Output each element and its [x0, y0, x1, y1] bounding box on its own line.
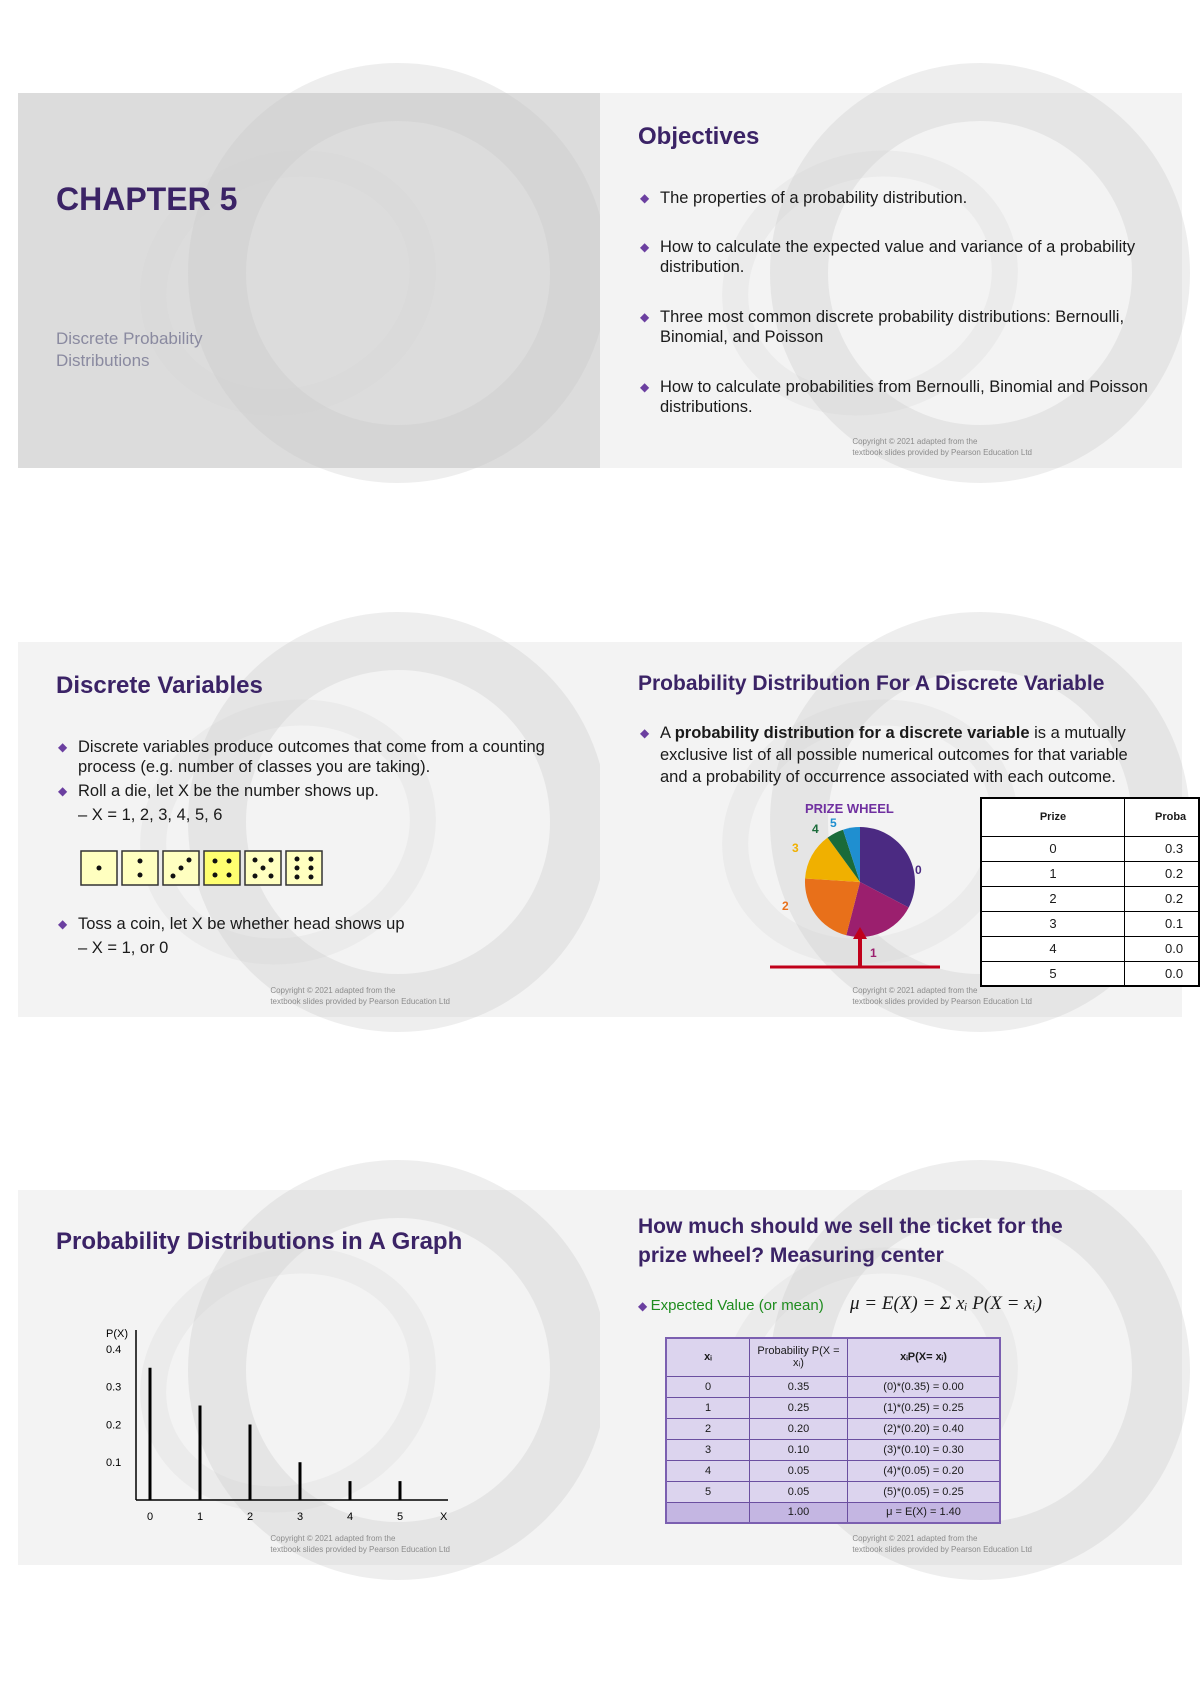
table-row	[666, 1418, 1000, 1439]
dice-row	[80, 850, 323, 886]
prize-wheel-chart	[770, 817, 940, 982]
bullet-text: is a mutually exclusive list of all possible numerical outcomes for that variable and a probability of occurrence associated with each outcome.	[660, 724, 1128, 786]
sub-item: – X = 1, 2, 3, 4, 5, 6	[78, 806, 223, 824]
subtitle-line: Distributions	[56, 351, 150, 370]
table-header-cell: Proba	[1125, 798, 1200, 836]
diamond-bullet-icon: ◆	[640, 310, 650, 324]
die-face-2-icon	[121, 850, 159, 886]
y-tick-label: 0.2	[106, 1419, 122, 1432]
table-header-cell: xᵢ	[666, 1338, 750, 1376]
table-header-cell: Prize	[981, 798, 1125, 836]
table-row	[666, 1481, 1000, 1502]
objectives-list	[638, 188, 1148, 417]
list-item	[56, 737, 566, 777]
prize-wheel-label: PRIZE WHEEL	[805, 801, 894, 816]
table-cell: 0.0	[1125, 936, 1200, 961]
table-cell: 2	[666, 1418, 750, 1439]
footer-line: Copyright © 2021 adapted from the	[270, 1534, 396, 1543]
slide-title: Probability Distribution For A Discrete Variable	[638, 672, 1105, 695]
wheel-number: 1	[870, 946, 877, 960]
table-cell: 0	[981, 836, 1125, 861]
table-cell: 0.3	[1125, 836, 1200, 861]
diamond-bullet-icon: ◆	[640, 380, 650, 394]
table-cell	[666, 1502, 750, 1523]
list-item	[638, 307, 1148, 347]
footer-line: Copyright © 2021 adapted from the	[852, 986, 978, 995]
table-cell: 0.2	[1125, 861, 1200, 886]
x-tick-label: 2	[247, 1511, 254, 1523]
bullet-bold-text: probability distribution for a discrete variable	[674, 724, 1030, 742]
table-cell: 1	[666, 1397, 750, 1418]
title-line: prize wheel? Measuring center	[638, 1244, 944, 1267]
table-row	[981, 911, 1199, 936]
table-row	[666, 1460, 1000, 1481]
table-cell: 0.35	[750, 1376, 848, 1397]
copyright-footer	[852, 985, 1032, 1007]
table-cell: 0.2	[1125, 886, 1200, 911]
bullet-list	[56, 914, 566, 958]
table-cell: 3	[666, 1439, 750, 1460]
copyright-footer	[852, 436, 1032, 458]
table-total-row	[666, 1502, 1000, 1523]
y-axis-label: P(X)	[106, 1328, 128, 1340]
x-tick-label: 4	[347, 1511, 354, 1523]
copyright-footer	[852, 1533, 1032, 1555]
expected-value-bullet	[638, 1297, 824, 1314]
table-cell: (1)*(0.25) = 0.25	[848, 1397, 1001, 1418]
wheel-number: 5	[830, 816, 837, 830]
expected-value-formula: μ = E(X) = Σ xᵢ P(X = xᵢ)	[850, 1293, 1042, 1314]
table-cell: 1	[981, 861, 1125, 886]
table-cell: 0.05	[750, 1460, 848, 1481]
bullet-text: Expected Value (or mean)	[650, 1297, 824, 1314]
copyright-footer	[270, 985, 450, 1007]
bullet-text: Discrete variables produce outcomes that come from a counting process (e.g. number of classes you are taking).	[78, 738, 545, 776]
slide-title: Probability Distributions in A Graph	[56, 1228, 463, 1255]
table-row	[981, 961, 1199, 986]
diamond-bullet-icon: ◆	[58, 784, 68, 798]
x-tick-label: 0	[147, 1511, 154, 1523]
probability-bar-chart	[68, 1320, 468, 1530]
die-face-1-icon	[80, 850, 118, 886]
slide-chapter-title	[18, 93, 600, 468]
footer-line: textbook slides provided by Pearson Education Ltd	[852, 448, 1032, 457]
diamond-bullet-icon: ◆	[640, 191, 650, 205]
copyright-footer	[270, 1533, 450, 1555]
bullet-text: Toss a coin, let X be whether head shows up	[78, 915, 405, 933]
slide-discrete-variables	[18, 642, 600, 1017]
diamond-bullet-icon: ◆	[58, 740, 68, 754]
table-cell: 0.1	[1125, 911, 1200, 936]
wheel-number: 4	[812, 822, 819, 836]
diamond-bullet-icon: ◆	[640, 726, 650, 740]
table-cell: 0.20	[750, 1418, 848, 1439]
bullet-list	[638, 722, 1153, 788]
table-row	[666, 1397, 1000, 1418]
bullet-text: A	[660, 724, 675, 742]
prize-probability-table	[980, 797, 1200, 987]
bullet-text: Roll a die, let X be the number shows up.	[78, 782, 379, 800]
x-tick-label: 5	[397, 1511, 404, 1523]
table-row	[981, 836, 1199, 861]
list-item	[638, 722, 1153, 788]
footer-line: textbook slides provided by Pearson Education Ltd	[852, 1545, 1032, 1554]
table-cell: 4	[666, 1460, 750, 1481]
x-tick-label: 3	[297, 1511, 304, 1523]
y-tick-label: 0.4	[106, 1343, 122, 1356]
y-tick-label: 0.1	[106, 1457, 122, 1470]
die-face-3-icon	[162, 850, 200, 886]
table-cell: (0)*(0.35) = 0.00	[848, 1376, 1001, 1397]
diamond-bullet-icon: ◆	[638, 1299, 651, 1313]
table-cell: 0.05	[750, 1481, 848, 1502]
table-row	[666, 1439, 1000, 1460]
footer-line: textbook slides provided by Pearson Education Ltd	[852, 997, 1032, 1006]
bullet-text: Three most common discrete probability distributions: Bernoulli, Binomial, and Poisson	[660, 308, 1125, 346]
x-tick-label: 1	[197, 1511, 204, 1523]
table-row	[666, 1376, 1000, 1397]
slide-objectives	[600, 93, 1182, 468]
table-header-cell: xᵢP(X= xᵢ)	[848, 1338, 1001, 1376]
table-cell: 2	[981, 886, 1125, 911]
table-cell: (2)*(0.20) = 0.40	[848, 1418, 1001, 1439]
slide-title: Discrete Variables	[56, 672, 263, 699]
x-axis-label: X	[440, 1511, 448, 1523]
slide-title	[638, 1212, 1063, 1270]
table-cell: 0.25	[750, 1397, 848, 1418]
slide-title: Objectives	[638, 123, 760, 150]
list-item	[638, 237, 1148, 277]
table-row	[981, 861, 1199, 886]
subtitle-line: Discrete Probability	[56, 329, 203, 348]
expected-value-table	[665, 1337, 1001, 1524]
table-row	[981, 886, 1199, 911]
table-cell: 0.0	[1125, 961, 1200, 986]
bullet-text: The properties of a probability distribution.	[660, 189, 968, 207]
sub-item: – X = 1, or 0	[78, 939, 169, 957]
diamond-bullet-icon: ◆	[640, 240, 650, 254]
table-cell: 1.00	[750, 1502, 848, 1523]
slide-probability-distribution	[600, 642, 1187, 1017]
title-line: How much should we sell the ticket for the	[638, 1215, 1063, 1238]
footer-line: textbook slides provided by Pearson Education Ltd	[270, 997, 450, 1006]
table-cell: (3)*(0.10) = 0.30	[848, 1439, 1001, 1460]
bullet-list	[56, 737, 566, 825]
chapter-subtitle	[56, 328, 202, 372]
footer-line: textbook slides provided by Pearson Education Ltd	[270, 1545, 450, 1554]
table-cell: 5	[666, 1481, 750, 1502]
list-item	[638, 188, 1148, 208]
bullet-text: How to calculate the expected value and variance of a probability distribution.	[660, 238, 1136, 276]
footer-line: Copyright © 2021 adapted from the	[852, 437, 978, 446]
table-cell: μ = E(X) = 1.40	[848, 1502, 1001, 1523]
table-header-row	[981, 798, 1199, 836]
table-cell: 0	[666, 1376, 750, 1397]
slide-expected-value	[600, 1190, 1182, 1565]
die-face-5-icon	[244, 850, 282, 886]
table-header-cell: Probability P(X = xᵢ)	[750, 1338, 848, 1376]
list-item	[56, 914, 566, 934]
y-tick-label: 0.3	[106, 1381, 122, 1394]
table-cell: (5)*(0.05) = 0.25	[848, 1481, 1001, 1502]
table-header-row	[666, 1338, 1000, 1376]
bullet-text: How to calculate probabilities from Bernoulli, Binomial and Poisson distributions.	[660, 378, 1148, 416]
table-cell: 4	[981, 936, 1125, 961]
table-row	[981, 936, 1199, 961]
chapter-title: CHAPTER 5	[56, 181, 238, 217]
table-cell: (4)*(0.05) = 0.20	[848, 1460, 1001, 1481]
table-cell: 3	[981, 911, 1125, 936]
table-cell: 5	[981, 961, 1125, 986]
diamond-bullet-icon: ◆	[58, 917, 68, 931]
wheel-number: 3	[792, 841, 799, 855]
die-face-4-icon	[203, 850, 241, 886]
footer-line: Copyright © 2021 adapted from the	[852, 1534, 978, 1543]
die-face-6-icon	[285, 850, 323, 886]
wheel-number: 0	[915, 863, 922, 877]
list-item	[638, 377, 1148, 417]
list-item	[56, 781, 566, 801]
table-cell: 0.10	[750, 1439, 848, 1460]
wheel-number: 2	[782, 899, 789, 913]
slide-distribution-graph	[18, 1190, 600, 1565]
footer-line: Copyright © 2021 adapted from the	[270, 986, 396, 995]
